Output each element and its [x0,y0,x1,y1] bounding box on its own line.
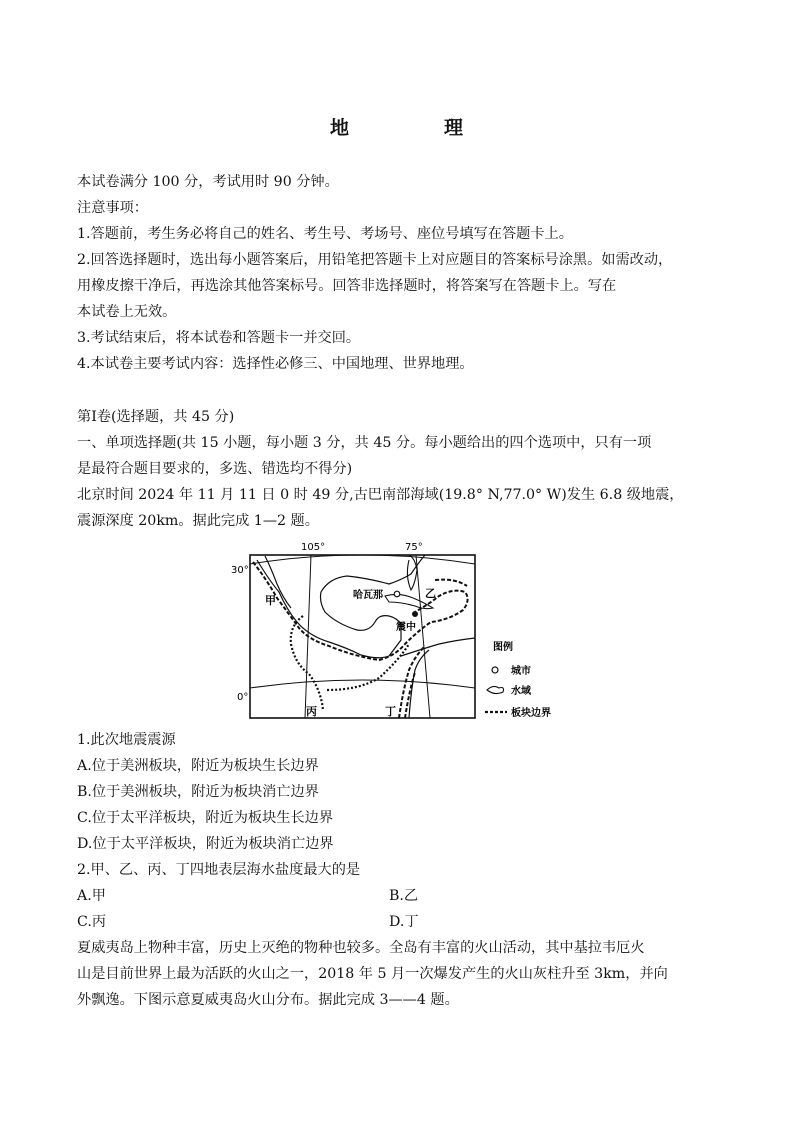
section-instruction: 一、单项选择题(共 15 小题，每小题 3 分，共 45 分。每小题给出的四个选项中，只有一项 [77,435,652,451]
option: C.位于太平洋板块，附近为板块生长边界 [77,810,334,826]
exam-title: 地 理 [329,117,501,139]
section-title: 第Ⅰ卷(选择题，共 45 分) [77,409,235,425]
havana-marker [394,591,400,597]
epicenter-marker [412,611,418,617]
passage-line: 北京时间 2024 年 11 月 11 日 0 时 49 分,古巴南部海域(19.8° N,77.0° W)发生 6.8 级地震， [77,487,684,503]
option: B.乙 [389,888,419,904]
passage-line: 震源深度 20km。据此完成 1—2 题。 [77,513,319,529]
option: D.位于太平洋板块，附近为板块消亡边界 [77,836,334,852]
note-line: 4.本试卷主要考试内容：选择性必修三、中国地理、世界地理。 [77,356,474,372]
lon-label: 105° [301,542,326,553]
option: B.位于美洲板块，附近为板块消亡边界 [77,784,319,800]
option: D.丁 [389,914,419,930]
legend-city-symbol [492,667,498,673]
passage-line: 山是目前世界上最为活跃的火山之一，2018 年 5 月一次爆发产生的火山灰柱升至 3km，并向 [77,966,668,982]
passage-line: 外飘逸。下图示意夏威夷岛火山分布。据此完成 3——4 题。 [77,992,459,1008]
label-yi: 乙 [425,587,436,600]
legend-water-symbol [487,686,504,693]
legend-title: 图例 [493,642,513,653]
notes-heading: 注意事项： [77,200,148,216]
note-line: 本试卷上无效。 [77,304,177,320]
question-stem: 1.此次地震震源 [77,732,176,748]
note-line: 用橡皮擦干净后，再选涂其他答案标号。回答非选择题时，将答案写在答题卡上。写在 [77,278,617,294]
label-havana: 哈瓦那 [353,590,383,601]
option: A.甲 [77,888,106,904]
legend-water: 水域 [511,686,531,697]
legend-plate: 板块边界 [511,708,551,719]
option: C.丙 [77,914,107,930]
intro-text: 本试卷满分 100 分，考试用时 90 分钟。 [77,174,339,190]
label-epicenter: 震中 [396,622,416,633]
note-line: 1.答题前，考生务必将自己的姓名、考生号、考场号、座位号填写在答题卡上。 [77,226,573,242]
passage-line: 夏威夷岛上物种丰富，历史上灭绝的物种也较多。全岛有丰富的火山活动，其中基拉韦厄火 [77,940,645,956]
question-stem: 2.甲、乙、丙、丁四地表层海水盐度最大的是 [77,862,361,878]
option: A.位于美洲板块，附近为板块生长边界 [77,758,319,774]
note-line: 3.考试结束后，将本试卷和答题卡一并交回。 [77,330,361,346]
legend-city: 城市 [511,666,531,677]
label-bing: 丙 [306,705,317,718]
note-line: 2.回答选择题时，选出每小题答案后，用铅笔把答题卡上对应题目的答案标号涂黑。如需改动， [77,252,673,268]
label-jia: 甲 [265,594,276,607]
lat-label: 0° [237,692,249,703]
label-ding: 丁 [385,705,396,718]
lon-label: 75° [405,542,423,553]
caribbean-plate-map [229,540,564,722]
lat-label: 30° [231,565,249,576]
section-instruction: 是最符合题目要求的，多选、错选均不得分) [77,461,353,477]
